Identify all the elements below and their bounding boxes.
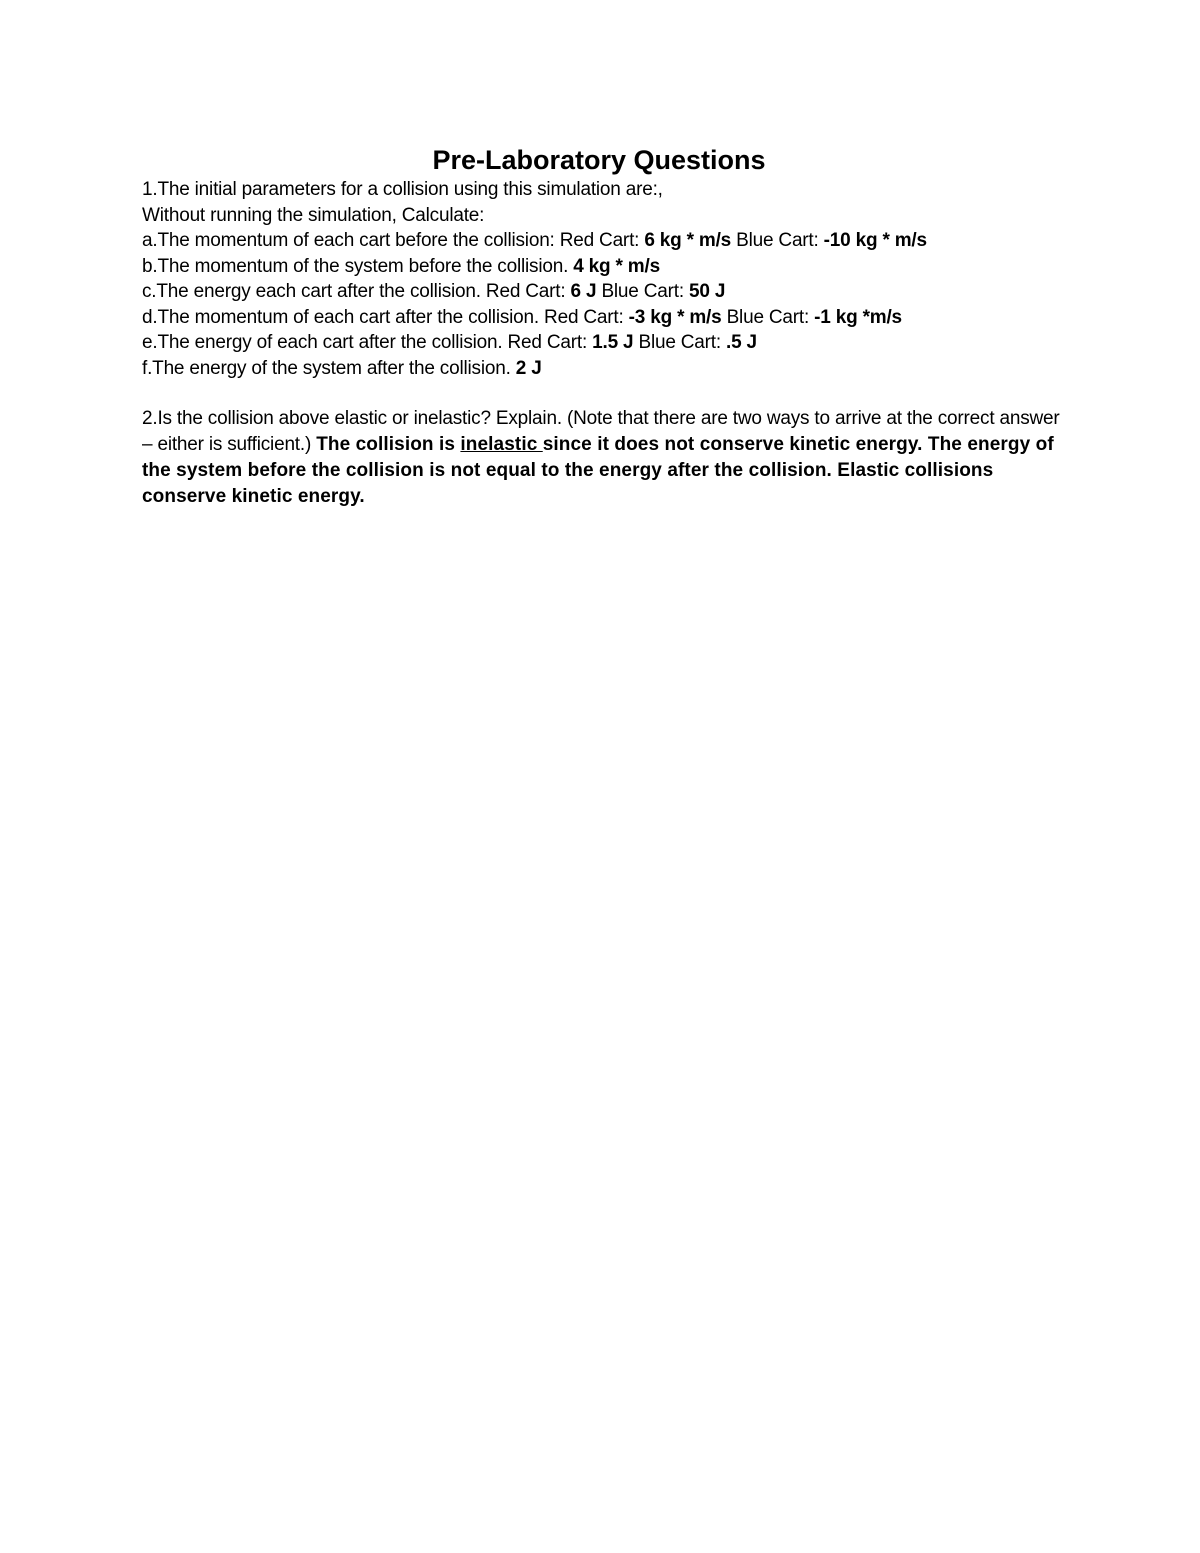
question-1b <box>142 254 1062 280</box>
question-1c-text: c.The energy each cart after the collision. Red Cart: <box>142 281 571 302</box>
question-1e-answer-blue: .5 J <box>726 332 757 353</box>
question-1-instruction: Without running the simulation, Calculate: <box>142 204 485 226</box>
question-1d-text-mid: Blue Cart: <box>721 306 815 328</box>
question-1a-text-mid: Blue Cart: <box>731 230 824 251</box>
question-1e-text: e.The energy of each cart after the collision. Red Cart: <box>142 332 593 353</box>
question-1a-answer-red: 6 kg * m/s <box>644 230 732 251</box>
question-1d-answer-red: -3 kg * m/s <box>628 306 722 328</box>
question-1c-answer-blue: 50 J <box>689 281 726 302</box>
page-title: Pre-Laboratory Questions <box>432 145 766 175</box>
question-1d-text: d.The momentum of each cart after the collision. Red Cart: <box>142 306 629 328</box>
question-1c-answer-red: 6 J <box>570 281 597 302</box>
question-1a-answer-blue: -10 kg * m/s <box>823 230 927 251</box>
question-1a <box>142 228 1062 254</box>
question-2-answer-start: The collision is <box>316 434 461 455</box>
paragraph-gap <box>142 381 1062 406</box>
question-2-prompt: 2.Is the collision above elastic or inelastic? Explain. (Note that there are two ways to arrive at the correct answer – either is sufficient.) <box>142 408 1060 455</box>
question-2-answer-underlined: inelastic <box>460 434 543 455</box>
question-1b-text: b.The momentum of the system before the collision. <box>142 255 574 277</box>
question-1f <box>142 356 1062 382</box>
question-1-prompt: 1.The initial parameters for a collision using this simulation are:, <box>142 179 663 200</box>
question-1e-text-mid: Blue Cart: <box>633 332 727 353</box>
document-content <box>142 143 1062 510</box>
question-1b-answer: 4 kg * m/s <box>573 255 660 277</box>
question-1c-text-mid: Blue Cart: <box>596 281 689 302</box>
question-1d-answer-blue: -1 kg *m/s <box>814 306 902 328</box>
question-1a-text: a.The momentum of each cart before the collision: Red Cart: <box>142 230 645 251</box>
question-1e-answer-red: 1.5 J <box>592 332 634 353</box>
question-2-answer-rest: since it does not conserve kinetic energy. The energy of the system before the collision is not equal to the energy after the collision. Elastic collisions conserve kinetic energy. <box>142 434 1054 507</box>
question-1d <box>142 305 1062 331</box>
question-1c <box>142 279 1062 305</box>
question-2 <box>142 406 1060 510</box>
question-1e <box>142 330 1062 356</box>
question-1f-answer: 2 J <box>515 357 542 379</box>
question-1f-text: f.The energy of the system after the collision. <box>142 357 516 379</box>
